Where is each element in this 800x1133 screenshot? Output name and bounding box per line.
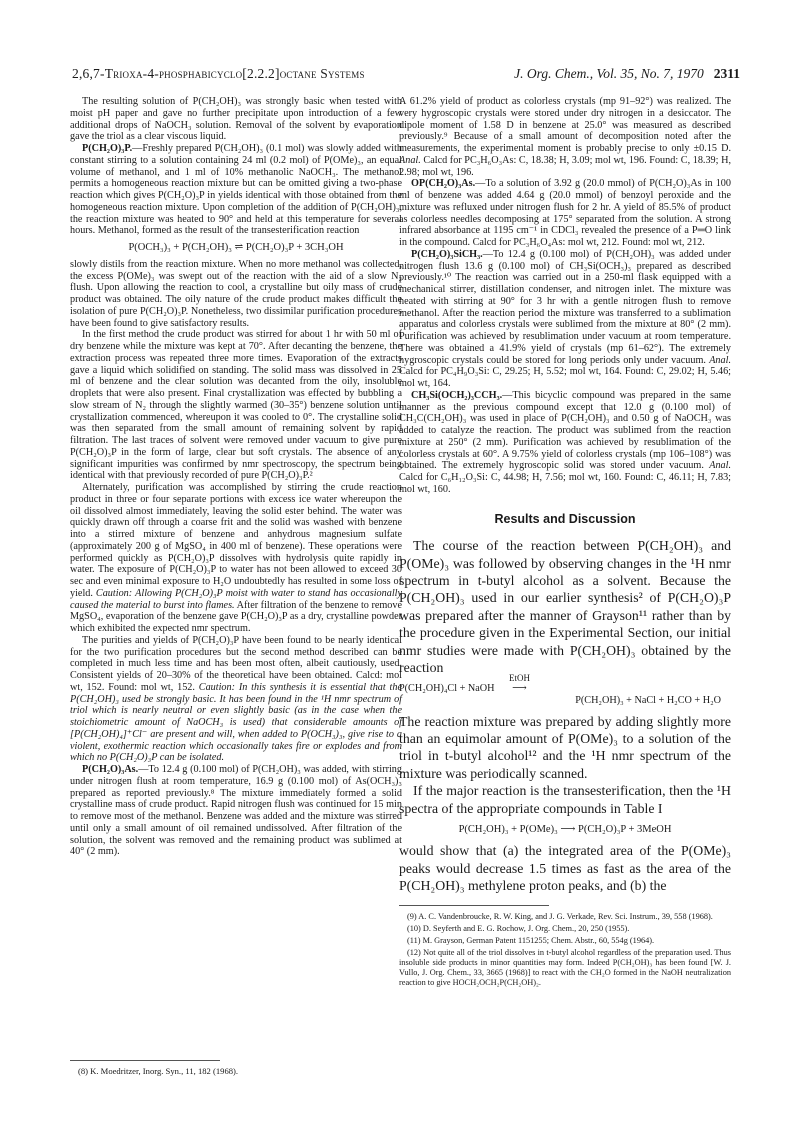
caution-text: Allowing P(CH₂O)₃P moist with water to stand has occasionally caused the material to burst into flames. <box>70 587 403 611</box>
footnote: (11) M. Grayson, German Patent 1151255; Chem. Abstr., 60, 554g (1964). <box>407 935 655 945</box>
section-title: Results and Discussion <box>494 511 636 526</box>
paragraph <box>70 635 402 764</box>
paragraph <box>70 482 402 635</box>
equation-products: P(CH₂OH)₃ + NaCl + H₂CO + H₂O <box>575 694 721 706</box>
paragraph-text: Alternately, purification was accomplished by stirring the crude reaction product in three or four separate portions with excess ice water whereupon the oil dissolved almost immediately, leaving the solid ester behind. The water was quickly drawn off through a coarse frit and the solid was washed with benzene into a stirred mixture of benzene and anhydrous magnesium sulfate (approximately 200 g of MgSO₄ in 400 ml of benzene). These operations were performed quickly as P(CH₂O)₃P dissolves with hydrolysis quite rapidly in water. The exposure of P(CH₂O)₃P to water has not been allowed to exceed 30 sec and even minimal exposure to H₂O undoubtedly has resulted in some loss of yield. <box>70 482 402 599</box>
paragraph-text: Calcd for PC₃H₆O₃As: C, 18.38; H, 3.09; mol wt, 196. Found: C, 18.39; H, 2.98; mol wt, 196. <box>399 154 732 178</box>
paragraph-text: —This bicyclic compound was prepared in the same manner as the previous compound except that 12.0 g (0.100 mol) of CH₃C(CH₂OH)₃ was used in place of P(CH₂OH)₃ and 0.50 g of NaOCH₃ was added to catalyze the reaction. The product was sublimed from the reaction mixture at 250° (2 mm). Purification was achieved by resublimation of the colorless crystals at 60°. A 9.75% yield of colorless crystals (mp 106–108°) was obtained. The extremely hygroscopic solid was stored under vacuum. <box>399 389 731 472</box>
footnote: (8) K. Moedritzer, Inorg. Syn., 11, 182 (1968). <box>78 1066 239 1076</box>
anal-label: Anal. <box>709 354 731 366</box>
paragraph-text: —To a solution of 3.92 g (20.0 mmol) of P(CH₂O)₃As in 100 ml of benzene was added 4.64 g (20.0 mmol) of benzoyl peroxide and the mixture was refluxed under nitrogen flush for 2 hr. A yield of 85.5% of product as colorless needles decomposing at 175° separated from the solution. A strong infrared absorbance at 1195 cm⁻¹ in CDCl₃ revealed the presence of a P═O link in the compound. Calcd for PC₃H₆O₄As: mol wt, 212. Found: mol wt, 212. <box>399 178 731 248</box>
paragraph-text: After filtration of the benzene to remove MgSO₄, evaporation of the benzene gave P(CH₂O)₃P as a dry, crystalline powder which exhibited the expected nmr spectrum. <box>70 599 402 634</box>
footnote-rule <box>70 1060 220 1061</box>
anal-label: Anal. <box>399 154 421 166</box>
left-column <box>70 96 402 1046</box>
compound-heading: P(CH₂O)₃SiCH₃. <box>411 248 483 260</box>
paragraph-text: The purities and yields of P(CH₂O)₃P have been found to be nearly identical for the two purification procedures but the second method described can be completed in much less time and has been most often, albeit cautiously, used. Consistent yields of 20–30% of the theoretical have been obtained. Calcd: mol wt, 152. Found: mol wt, 152. <box>70 634 402 693</box>
paragraph-text: A 61.2% yield of product as colorless crystals (mp 91–92°) was realized. The very hygroscopic crystals were stored under dry nitrogen in a desiccator. The dipole moment of 1.58 D in benzene at 25.0° was measured as described previously.⁹ Because of a small amount of decomposition noted after the measurements, the experimental moment is probably precise to only ±0.15 D. <box>399 96 731 154</box>
paragraph: The reaction mixture was prepared by adding slightly more than an equimolar amount of P(OMe)₃ to a solution of the triol in t-butyl alcohol¹² and the ¹H nmr spectrum of the mixture was periodically scanned. <box>399 713 731 781</box>
compound-heading: P(CH₂O)₃As. <box>82 764 139 775</box>
caution-label: Caution: <box>95 587 133 599</box>
paragraph <box>399 178 731 249</box>
journal-citation: J. Org. Chem., Vol. 35, No. 7, 1970 <box>514 66 704 81</box>
footnote-rule <box>399 905 549 906</box>
equation-neutralization <box>399 672 731 707</box>
compound-heading: OP(CH₂O)₃As. <box>411 178 476 190</box>
footnote: (10) D. Seyferth and E. G. Rochow, J. Org. Chem., 20, 250 (1955). <box>407 923 630 933</box>
page-number: 2311 <box>713 66 740 81</box>
paragraph <box>70 143 402 237</box>
equation-transesterification-2: P(CH₂OH)₃ + P(OMe)₃ ⟶ P(CH₂O)₃P + 3MeOH <box>458 823 672 835</box>
paragraph <box>399 390 731 496</box>
paragraph: slowly distils from the reaction mixture. When no more methanol was collected, the excess P(OMe)₃ was swept out of the reaction with the aid of a slow N₂ flush. Upon allowing the reaction to cool, a crystalline but oily mass of crude product was obtained. The oily nature of the crude product makes difficult the isolation of pure P(CH₂O)₃P. Nonetheless, two dissimilar purification procedures have been found to give satisfactory results. <box>70 258 402 329</box>
equation-line <box>399 672 731 695</box>
paragraph: The course of the reaction between P(CH₂OH)₃ and P(OMe)₃ was followed by observing changes in the ¹H nmr spectrum in t-butyl alcohol as a solvent. Because the P(CH₂OH)₃ used in our earlier synthesis² of P(CH₂O)₃P was prepared after the manner of Grayson¹¹ rather than by the procedure given in the Experimental Section, our initial nmr studies were made with P(CH₂OH)₃ obtained by the reaction <box>399 538 731 676</box>
paragraph-text: —Freshly prepared P(CH₂OH)₃ (0.1 mol) was slowly added with constant stirring to a solution containing 24 ml (0.2 mol) of P(OMe)₃, an equal volume of methanol, and 1 ml of 10% methanolic NaOCH₃. The methanol permits a homogeneous reaction mixture but can be omitted giving a two-phase reaction which gives P(CH₂O)₃P in yields identical with those obtained from the homogeneous reaction mixture. Upon completion of the addition of P(CH₂OH)₃, the reaction mixture was heated to 90° and held at this temperature for several hours. Methanol, formed as the result of the transesterification reaction <box>70 143 402 237</box>
running-head-journal <box>514 66 740 82</box>
right-footnotes <box>399 905 731 988</box>
footnote: (12) Not quite all of the triol dissolves in t-butyl alcohol regardless of the preparation used. Thus insoluble side products in minor quantities may form. Indeed P(CH₂OH)₃ has been found [W. J. Vullo, J. Org. Chem., 33, 3665 (1968)] to react with the CH₂O formed in the NaOH neutralization reaction to give HOCH₂OCH₂P(CH₂OH)₂. <box>399 947 731 987</box>
paragraph-text: Calcd for PC₄H₉O₃Si: C, 29.25; H, 5.52; mol wt, 164. Found: C, 29.02; H, 5.46; mol wt, 164. <box>399 366 731 389</box>
anal-label: Anal. <box>709 460 732 472</box>
paragraph <box>399 249 731 390</box>
results-text <box>399 537 731 894</box>
reaction-arrow: EtOH ⟶ <box>498 683 540 695</box>
caution-text: In this synthesis it is essential that the P(CH₂OH)₃ used be strongly basic. It has been found in the ¹H nmr spectrum of triol which is nearly neutral or even slightly basic (as in the case when the stoichiometric amount of NaOCH₃ is used) that considerable amounts of [P(CH₂OH)₄]⁺Cl⁻ are present and will, when added to P(OCH₃)₃, give rise to a violent, exothermic reaction which occasionally takes fire or explodes and from which no P(CH₂O)₃P can be isolated. <box>70 681 402 764</box>
paragraph: In the first method the crude product was stirred for about 1 hr with 50 ml of dry benzene while the mixture was kept at 70°. After decanting the benzene, the extraction process was repeated three more times. Evaporation of the extracts gave a liquid which solidified on standing. The solid mass was dissolved in 25 ml of benzene and the clear solution was decanted from the oily, insoluble droplets that were also present. Final crystallization was effected by bubbling a slow stream of N₂ through the slightly warmed (30–35°) benzene solution until crystallization commenced, whereupon it was cooled to 0°. The crystalline solid was then separated from the small amount of remaining solvent by rapid filtration. The last traces of solvent were removed under vacuum to give pure P(CH₂O)₃P in the form of large, clear but soft crystals. The absence of any significant impurities was confirmed by nmr spectroscopy, the spectrum being identical with that previously recorded of pure P(CH₂O)₃P.² <box>70 329 402 482</box>
paragraph-text: Calcd for C₆H₁₂O₃Si: C, 44.98; H, 7.56; mol wt, 160. Found: C, 46.11; H, 7.83; mol wt, 160. <box>399 472 731 495</box>
running-head-title: 2,6,7-Trioxa-4-phosphabicyclo[2.2.2]octane Systems <box>72 66 365 81</box>
paragraph-text: —To 12.4 g (0.100 mol) of P(CH₂OH)₃ was added under nitrogen flush 13.6 g (0.100 mol) of CH₃Si(OCH₃)₃ prepared as described previously.¹⁰ The reaction was carried out in a 250-ml flask equipped with a mechanical stirrer, distillation condenser, and nitrogen inlet. The mixture was heated with stirring at 90° for 3 hr with a gentle nitrogen flush to remove methanol. After the reaction period the mixture was transferred to a sublimation apparatus and colorless crystals were sublimed from the mixture at 80° (2 mm). Purification was achieved by resublimation under vacuum at room temperature. There was obtained a 41.9% yield of crystals (mp 61–62°). The extremely hygroscopic crystals could be stored for long periods only under vacuum. <box>399 248 731 366</box>
equation-transesterification: P(OCH₃)₃ + P(CH₂OH)₃ ⇌ P(CH₂O)₃P + 3CH₃OH <box>128 242 344 253</box>
paragraph <box>70 764 402 858</box>
caution-label: Caution: <box>198 681 236 693</box>
compound-heading: P(CH₂O)₃P. <box>82 143 133 154</box>
paragraph-text: —To 12.4 g (0.100 mol) of P(CH₂OH)₃ was added, with stirring under nitrogen flush at room temperature, 16.9 g (0.100 mol) of As(OCH₃)₃ prepared as reported previously.⁸ The mixture immediately formed a solid crystalline mass of crude product. Rapid nitrogen flush was continued for 15 min to remove most of the methanol. Benzene was added and the mixture was stirred until only a small amount of oil remained undissolved. After filtration of the solution, the solvent was removed and the remaining product was sublimed at 40° (2 mm). <box>70 764 402 858</box>
right-column <box>399 96 731 990</box>
compound-heading: CH₃Si(OCH₂)₃CCH₃. <box>411 389 503 401</box>
paragraph: would show that (a) the integrated area of the P(OMe)₃ peaks would decrease 1.5 times as fast as the area of the P(CH₂OH)₃ methylene proton peaks, and (b) the <box>399 843 731 894</box>
equation-reactants: P(CH₂OH)₄Cl + NaOH <box>399 682 495 694</box>
solvent-label: EtOH <box>508 672 530 683</box>
footnote: (9) A. C. Vandenbroucke, R. W. King, and J. G. Verkade, Rev. Sci. Instrum., 39, 558 (1968). <box>407 911 713 921</box>
paragraph: The resulting solution of P(CH₂OH)₃ was strongly basic when tested with moist pH paper and gave no further precipitate upon introduction of a few additional drops of NaOCH₃ solution. Removal of the solvent by evaporation gave the triol as a clear viscous liquid. <box>70 96 402 143</box>
paragraph <box>399 96 731 178</box>
paragraph: If the major reaction is the transesterification, then the ¹H spectra of the appropriate compounds in Table I <box>399 783 731 816</box>
left-footnotes <box>70 1060 402 1078</box>
